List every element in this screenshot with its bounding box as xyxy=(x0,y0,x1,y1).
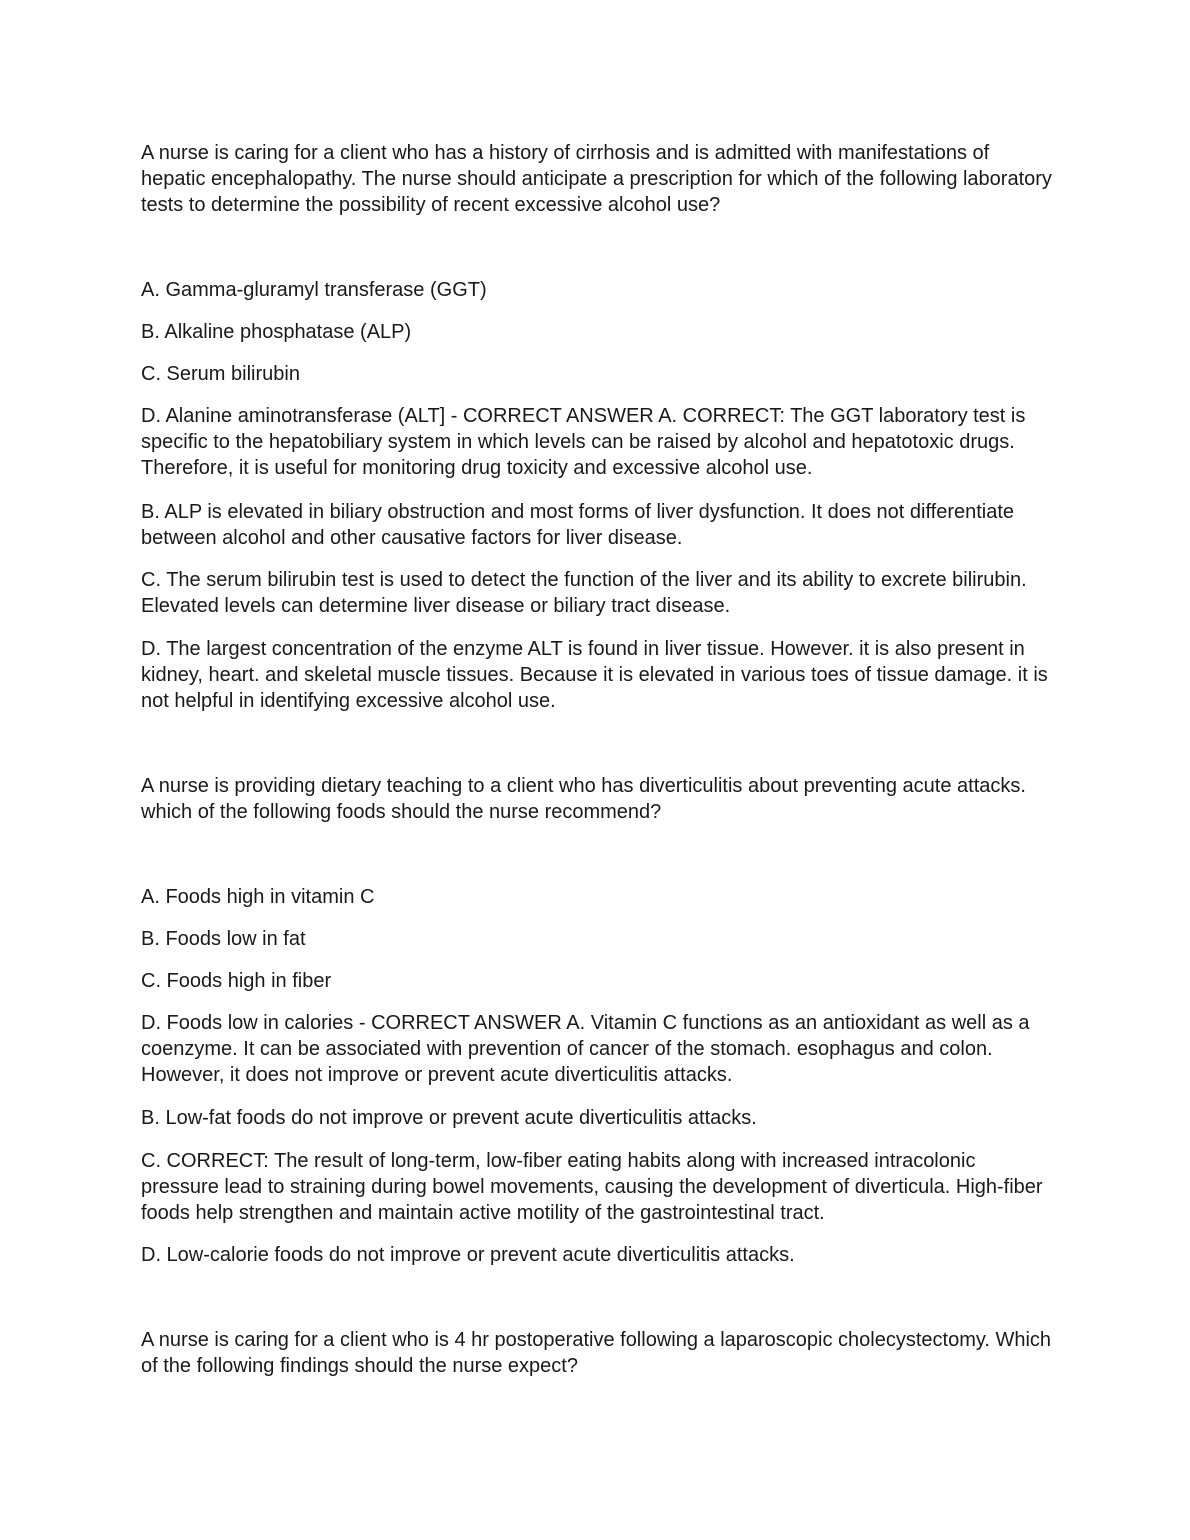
rationale-paragraph: C. CORRECT: The result of long-term, low-fiber eating habits along with increased intracolonic pressure lead to straining during bowel movements, causing the development of diverticula. High-fiber foods help strengthen and maintain active motility of the gastrointestinal tract. xyxy=(141,1150,1043,1224)
rationale-paragraph: D. The largest concentration of the enzyme ALT is found in liver tissue. However. it is also present in kidney, heart. and skeletal muscle tissues. Because it is elevated in various toes of tissue damage. it is not helpful in identifying excessive alcohol use. xyxy=(141,638,1048,712)
question-stem: A nurse is caring for a client who has a history of cirrhosis and is admitted with manifestations of hepatic encephalopathy. The nurse should anticipate a prescription for which of the following laboratory tests to determine the possibility of recent excessive alcohol use? xyxy=(141,142,1052,216)
question-stem: A nurse is providing dietary teaching to a client who has diverticulitis about preventing acute attacks. which of the following foods should the nurse recommend? xyxy=(141,775,1026,823)
answer-option-with-correct-answer: D. Foods low in calories - CORRECT ANSWER A. Vitamin C functions as an antioxidant as well as a coenzyme. It can be associated with prevention of cancer of the stomach. esophagus and colon. However, it does not improve or prevent acute diverticulitis attacks. xyxy=(141,1012,1030,1086)
answer-option: B. Alkaline phosphatase (ALP) xyxy=(141,321,412,343)
answer-option: C. Serum bilirubin xyxy=(141,363,300,385)
answer-option: C. Foods high in fiber xyxy=(141,970,332,992)
rationale-paragraph: D. Low-calorie foods do not improve or prevent acute diverticulitis attacks. xyxy=(141,1244,795,1266)
rationale-paragraph: B. Low-fat foods do not improve or prevent acute diverticulitis attacks. xyxy=(141,1107,757,1129)
rationale-paragraph: C. The serum bilirubin test is used to detect the function of the liver and its ability to excrete bilirubin. Elevated levels can determine liver disease or biliary tract disease. xyxy=(141,569,1027,617)
answer-option: A. Foods high in vitamin C xyxy=(141,886,375,908)
question-stem: A nurse is caring for a client who is 4 hr postoperative following a laparoscopic cholecystectomy. Which of the following findings should the nurse expect? xyxy=(141,1329,1052,1377)
rationale-paragraph: B. ALP is elevated in biliary obstruction and most forms of liver dysfunction. It does not differentiate between alcohol and other causative factors for liver disease. xyxy=(141,501,1015,549)
answer-option: B. Foods low in fat xyxy=(141,928,306,950)
answer-option: A. Gamma-gluramyl transferase (GGT) xyxy=(141,279,487,301)
answer-option-with-correct-answer: D. Alanine aminotransferase (ALT] - CORRECT ANSWER A. CORRECT: The GGT laboratory test is specific to the hepatobiliary system in which levels can be raised by alcohol and hepatotoxic drugs. Therefore, it is useful for monitoring drug toxicity and excessive alcohol use. xyxy=(141,405,1026,479)
